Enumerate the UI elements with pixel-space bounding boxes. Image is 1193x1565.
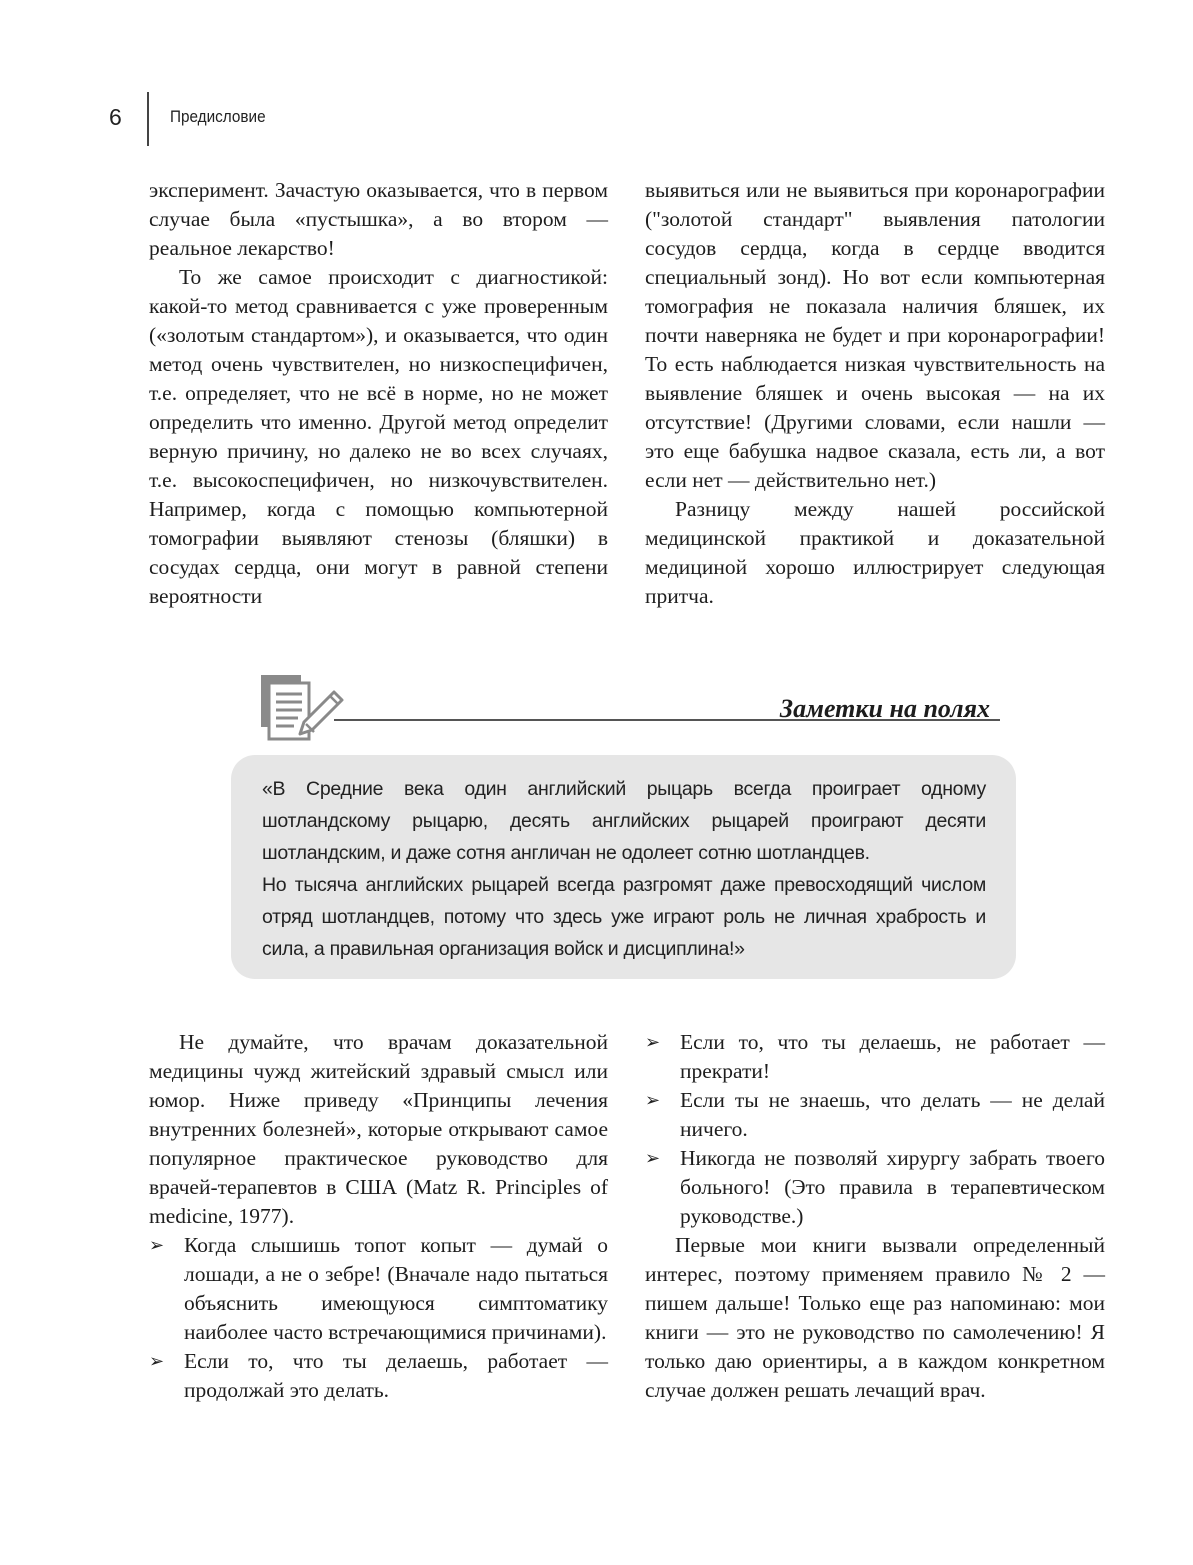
page-header [0,0,1193,160]
list-item-text: Если ты не знаешь, что делать — не делай ничего. [680,1088,1105,1141]
arrow-bullet-icon: ➢ [149,1235,165,1256]
margin-notes-heading [258,672,998,744]
list-item-text: Когда слышишь топот копыт — думай о лошади, а не о зебре! (Вначале надо пытаться объяснить имеющуюся симптоматику наиболее часто встречающимися причинами). [184,1233,608,1344]
arrow-bullet-icon: ➢ [149,1351,165,1372]
list-item [149,1347,608,1405]
list-item [645,1144,1105,1231]
list-item [645,1086,1105,1144]
paragraph: эксперимент. Зачастую оказывается, что в первом случае была «пустышка», а во втором — реальное лекарство! [149,178,608,260]
arrow-bullet-icon: ➢ [645,1148,661,1169]
paragraph: Не думайте, что врачам доказательной медицины чужд житейский здравый смысл или юмор. Ниже приведу «Принципы лечения внутренних болезней», которые открывают самое популярное практическое руководство для врачей-терапевтов в США (Matz R. Principles of medicine, 1977). [149,1030,608,1228]
paragraph: То же самое происходит с диагностикой: какой-то метод сравнивается с уже проверенным («золотым стандартом»), и оказывается, что один метод очень чувствителен, но низкоспецифичен, т.е. определяет, что не всё в норме, но не может определить что именно. Другой метод определит верную причину, но далеко не во всех случаях, т.е. высокоспецифичен, но низкочувствителен. Например, когда с помощью компьютерной томографии выявляют стенозы (бляшки) в сосудах сердца, они могут в равной степени вероятности [149,265,608,608]
arrow-bullet-icon: ➢ [645,1032,661,1053]
list-item-text: Если то, что ты делаешь, работает — продолжай это делать. [184,1349,608,1402]
quote-paragraph: Но тысяча английских рыцарей всегда разгромят даже превосходящий числом отряд шотландцев, потому что здесь уже играют роль не личная храбрость и сила, а правильная организация войск и дисциплина!» [262,874,986,960]
notes-title: Заметки на полях [779,694,990,723]
list-item-text: Если то, что ты делаешь, не работает — прекрати! [680,1030,1105,1083]
right-column-bottom [645,1028,1105,1405]
running-head: Предисловие [170,107,266,126]
list-item-text: Никогда не позволяй хирургу забрать твоего больного! (Это правила в терапевтическом руководстве.) [680,1146,1105,1228]
arrow-bullet-icon: ➢ [645,1090,661,1111]
paragraph: выявиться или не выявиться при коронарографии ("золотой стандарт" выявления патологии сосудов сердца, когда в сердце вводится специальный зонд). Но вот если компьютерная томография не показала наличия бляшек, их почти наверняка не будет и при коронарографии! То есть наблюдается низкая чувствительность на выявление бляшек и очень высокая — на их отсутствие! (Другими словами, если нашли — это еще бабушка надвое сказала, есть ли, а вот если нет — действительно нет.) [645,178,1105,492]
notes-pencil-icon [258,672,348,744]
left-column-top [149,176,608,611]
list-item [645,1028,1105,1086]
paragraph: Разницу между нашей российской медицинской практикой и доказательной медициной хорошо иллюстрирует следующая притча. [645,497,1105,608]
header-divider [147,92,149,146]
quote-box [231,755,1016,979]
page-number: 6 [109,104,122,130]
list-item [149,1231,608,1347]
bullet-list [645,1028,1105,1231]
left-column-bottom [149,1028,608,1405]
right-column-top [645,176,1105,611]
bullet-list [149,1231,608,1405]
quote-paragraph: «В Средние века один английский рыцарь всегда проиграет одному шотландскому рыцарю, десять английских рыцарей проиграют десяти шотландским, и даже сотня англичан не одолеет сотню шотландцев. [262,778,986,864]
paragraph: Первые мои книги вызвали определенный интерес, поэтому применяем правило № 2 — пишем дальше! Только еще раз напоминаю: мои книги — это не руководство по самолечению! Я только даю ориентиры, а в каждом конкретном случае должен решать лечащий врач. [645,1233,1105,1402]
